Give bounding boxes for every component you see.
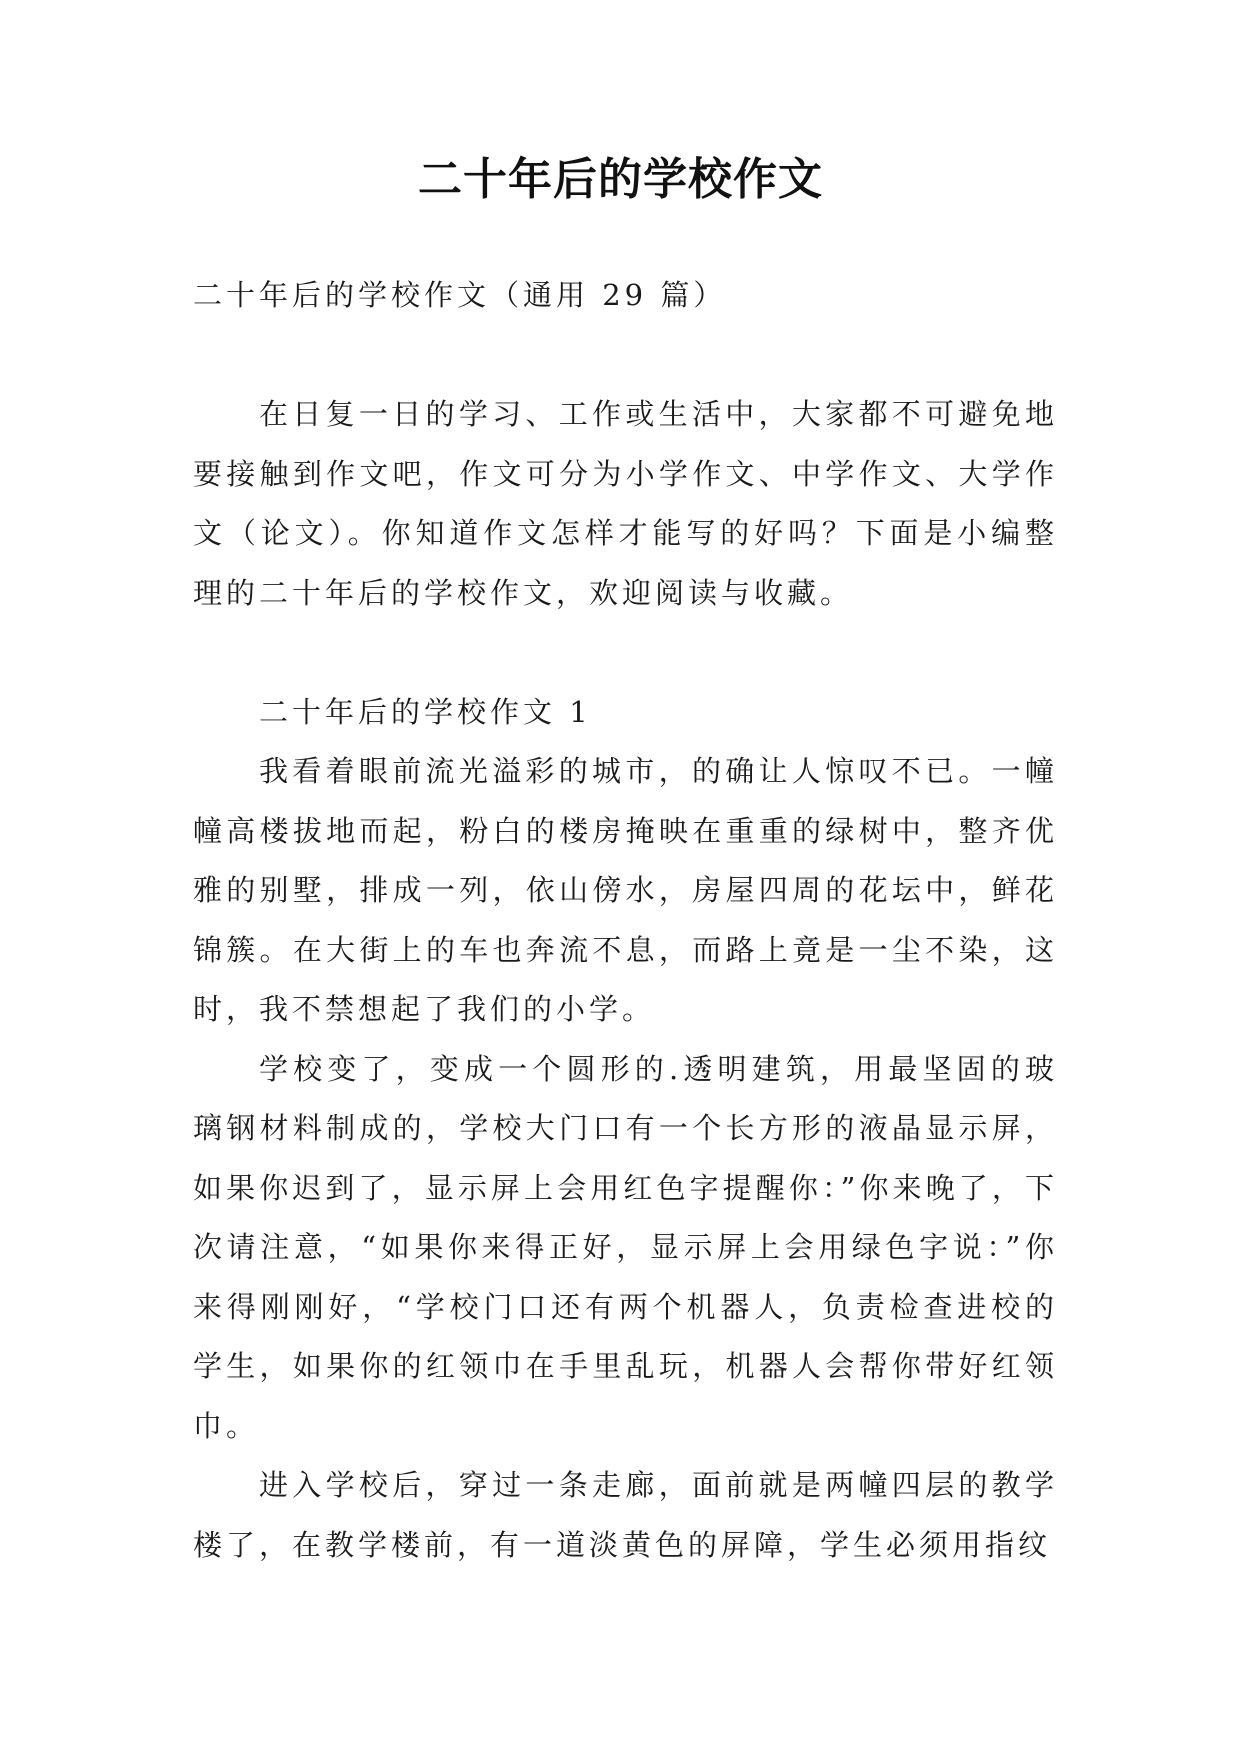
document-subtitle: 二十年后的学校作文（通用 29 篇） <box>193 278 727 312</box>
body-paragraph: 进入学校后，穿过一条走廊，面前就是两幢四层的教学楼了，在教学楼前，有一道淡黄色的屏障，学生必须用指纹 <box>193 1468 1058 1562</box>
body-paragraph: 我看着眼前流光溢彩的城市，的确让人惊叹不已。一幢幢高楼拔地而起，粉白的楼房掩映在重重的绿树中，整齐优雅的别墅，排成一列，依山傍水，房屋四周的花坛中，鲜花锦簇。在大街上的车也奔流不息，而路上竟是一尘不染，这时，我不禁想起了我们的小学。 <box>193 754 1058 1026</box>
section-heading: 二十年后的学校作文 1 <box>259 694 592 729</box>
spacer <box>193 326 1058 386</box>
body-paragraph: 学校变了，变成一个圆形的.透明建筑，用最坚固的玻璃钢材料制成的，学校大门口有一个长方形的液晶显示屏，如果你迟到了，显示屏上会用红色字提醒你：”你来晚了，下次请注意，“如果你来得正好，显示屏上会用绿色字说：”你来得刚刚好，“学校门口还有两个机器人，负责检查进校的学生，如果你的红领巾在手里乱玩，机器人会帮你带好红领巾。 <box>193 1051 1058 1443</box>
spacer <box>193 623 1058 683</box>
intro-paragraph: 在日复一日的学习、工作或生活中，大家都不可避免地要接触到作文吧，作文可分为小学作文、中学作文、大学作文（论文）。你知道作文怎样才能写的好吗？下面是小编整理的二十年后的学校作文，欢迎阅读与收藏。 <box>193 397 1058 610</box>
document-body <box>193 266 1058 1575</box>
document-title: 二十年后的学校作文 <box>418 154 823 205</box>
